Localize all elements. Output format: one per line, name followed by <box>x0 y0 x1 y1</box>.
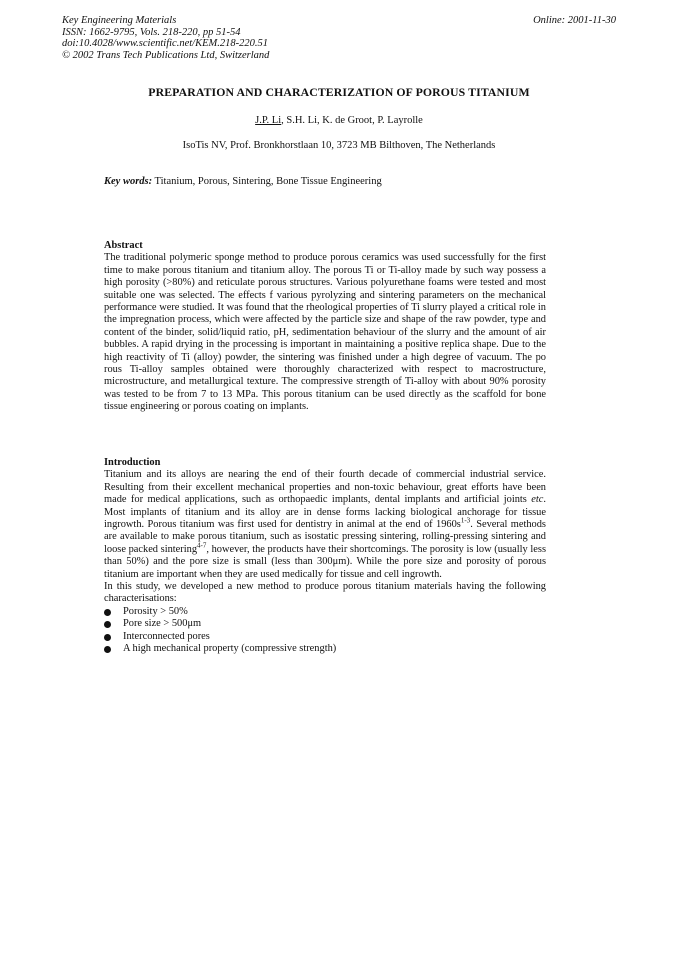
list-item-text: A high mechanical property (compressive strength) <box>123 643 337 655</box>
doi-line: doi:10.4028/www.scientific.net/KEM.218-220.51 <box>62 38 268 49</box>
abstract-text: The traditional polymeric sponge method to produce porous ceramics was used successfully for the first time to make porous titanium and titanium alloy. The porous Ti or Ti-alloy made by such way possess a high porosity (>80%) and reticulate porous structures. Various polyurethane foams were tested and most suitable one was selected. The effects f various pyrolyzing and sintering parameters on the mechanical performance were studied. It was found that the rheological properties of Ti slurry played a critical role in the impregnation process, which were affected by the particle size and shape of the raw powder, type and content of the binder, solid/liquid ratio, pH, sedimentation behaviour of the slurry and the amount of air bubbles. A rapid drying in the processing is important in maintaining a positive replica shape. Due to the high reactivity of Ti (alloy) powder, the sintering was finished under a high degree of vacuum. The po rous Ti-alloy samples obtained were thoroughly characterized with respect to macrostructure, microstructure, and metallurgical texture. The compressive strength of Ti-alloy with about 90% porosity was tested to be from 7 to 13 MPa. This porous titanium can be used directly as the scaffold for bone tissue engineering or porous coating on implants. <box>104 252 546 413</box>
list-item-text: Porosity > 50% <box>123 605 188 617</box>
first-author: J.P. Li <box>255 115 282 126</box>
introduction-paragraph-1 <box>104 469 546 581</box>
abstract-heading: Abstract <box>104 240 143 251</box>
issn-line: ISSN: 1662-9795, Vols. 218-220, pp 51-54 <box>62 26 241 38</box>
list-item-text: Pore size > 500μm <box>123 618 202 630</box>
list-item <box>104 643 546 655</box>
paper-title: PREPARATION AND CHARACTERIZATION OF POROUS TITANIUM <box>148 85 530 99</box>
affiliation: IsoTis NV, Prof. Bronkhorstlaan 10, 3723 MB Bilthoven, The Netherlands <box>182 140 496 151</box>
keywords-label: Key words: <box>104 176 153 187</box>
copyright-line: © 2002 Trans Tech Publications Ltd, Switzerland <box>62 49 270 61</box>
list-item <box>104 606 546 618</box>
introduction-section <box>104 457 546 656</box>
page-header <box>62 15 616 61</box>
other-authors: , S.H. Li, K. de Groot, P. Layrolle <box>281 115 423 126</box>
keywords-text: Titanium, Porous, Sintering, Bone Tissue Engineering <box>152 176 382 187</box>
abstract-section <box>104 240 546 414</box>
bullet-icon <box>104 634 111 641</box>
introduction-paragraph-2: In this study, we developed a new method to produce porous titanium materials having the following characterisations: <box>104 581 546 605</box>
intro-text-b: . Most implants of titanium and its alloy are in dense forms lacking biological anchorage for tissue ingrowth. Porous titanium was first used for dentistry in animal at the end of 1960s <box>104 494 546 531</box>
bullet-icon <box>104 609 111 616</box>
list-item-text: Interconnected pores <box>123 630 210 642</box>
citation-ref-4-7: 4-7 <box>197 541 207 550</box>
author-list <box>0 115 678 126</box>
bullet-icon <box>104 621 111 628</box>
introduction-heading: Introduction <box>104 457 161 468</box>
citation-ref-1-3: 1-3 <box>460 516 471 525</box>
journal-name: Key Engineering Materials <box>62 15 177 26</box>
intro-etc: etc <box>531 494 544 506</box>
characteristics-list <box>104 606 546 656</box>
bullet-icon <box>104 646 111 653</box>
list-item <box>104 631 546 643</box>
keywords <box>104 176 382 187</box>
list-item <box>104 618 546 630</box>
intro-text-d: , however, the products have their shortcomings. The porosity is low (usually less than 50%) and the pore size is small (less than 300μm). While the pore size and porosity of porous titanium are important when they are used medically for tissue and cell ingrowth. <box>104 543 546 580</box>
intro-text-c: . Several methods are available to make porous titanium, such as isostatic pressing sintering, rolling-pressing sintering and loose packed sintering <box>104 519 546 555</box>
online-date: Online: 2001-11-30 <box>533 15 616 26</box>
intro-text-a: Titanium and its alloys are nearing the end of their fourth decade of commercial industrial service. Resulting from their excellent mechanical properties and non-toxic behaviour, great efforts have been made for medical applications, such as orthopaedic implants, dental implants and artificial joints <box>104 469 546 506</box>
